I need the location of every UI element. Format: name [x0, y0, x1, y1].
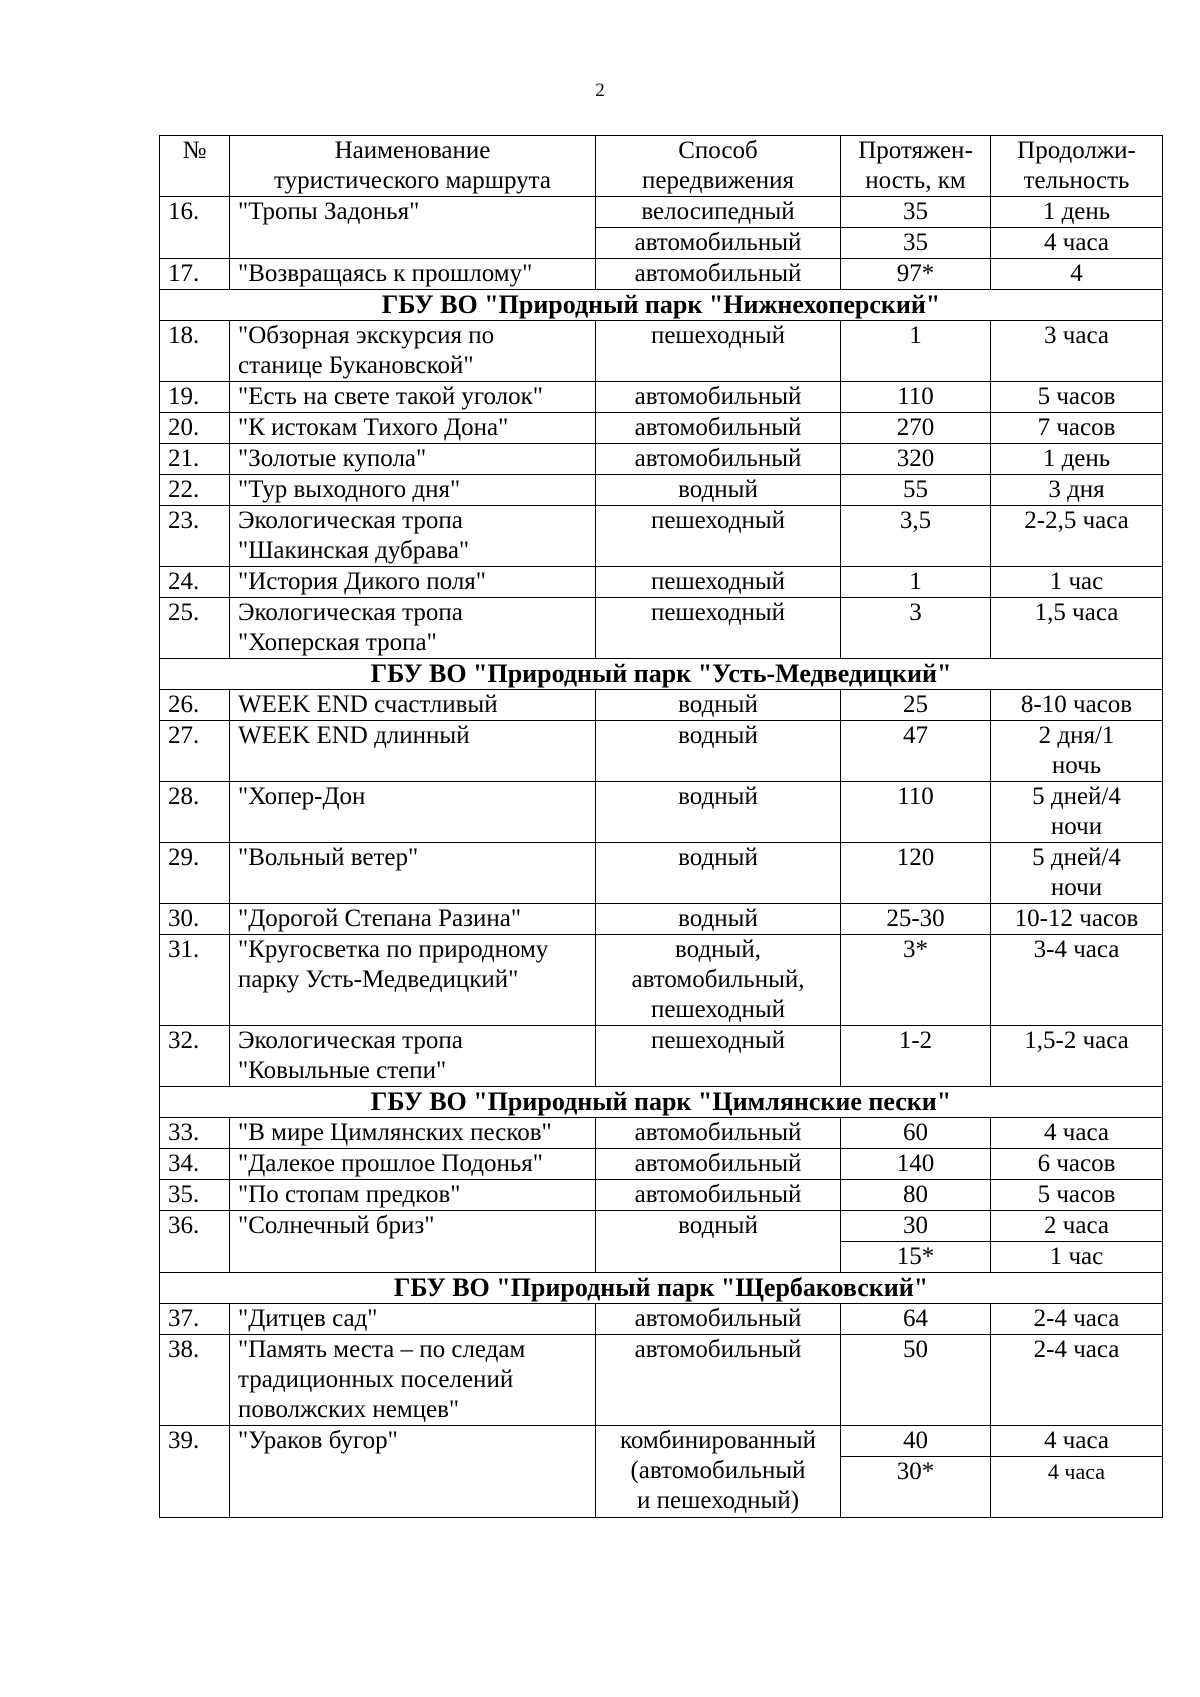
row-number: 21.: [160, 444, 230, 475]
route-method: автомобильный: [596, 444, 841, 475]
route-name: "Дитцев сад": [230, 1304, 596, 1335]
table-row: [160, 904, 1163, 935]
route-length: 1-2: [841, 1026, 991, 1087]
row-number: 16.: [160, 197, 230, 259]
route-name: Экологическая тропа "Ковыльные степи": [230, 1026, 596, 1087]
route-length: 1: [841, 567, 991, 598]
route-method: автомобильный: [596, 413, 841, 444]
route-duration: 1 день: [991, 197, 1163, 228]
route-name: WEEK END счастливый: [230, 690, 596, 721]
table-row: [160, 382, 1163, 413]
route-length: 3*: [841, 935, 991, 1026]
table-row: [160, 567, 1163, 598]
header-method: Способ передвижения: [596, 136, 841, 197]
row-number: 30.: [160, 904, 230, 935]
row-number: 25.: [160, 598, 230, 659]
row-number: 20.: [160, 413, 230, 444]
row-number: 23.: [160, 506, 230, 567]
route-duration: 2-4 часа: [991, 1304, 1163, 1335]
route-length: 30: [841, 1211, 991, 1242]
row-number: 24.: [160, 567, 230, 598]
route-name: "Обзорная экскурсия по станице Букановской": [230, 321, 596, 382]
route-method: пешеходный: [596, 567, 841, 598]
route-method: пешеходный: [596, 598, 841, 659]
table-row: [160, 1304, 1163, 1335]
row-number: 39.: [160, 1426, 230, 1518]
route-method: пешеходный: [596, 506, 841, 567]
route-duration: 4: [991, 259, 1163, 290]
table-row: [160, 1026, 1163, 1087]
table-row: [160, 1211, 1163, 1242]
table-row: [160, 1149, 1163, 1180]
route-name: "Возвращаясь к прошлому": [230, 259, 596, 290]
route-method: автомобильный: [596, 382, 841, 413]
route-length: 40: [841, 1426, 991, 1457]
route-method: автомобильный: [596, 1335, 841, 1426]
header-name: Наименование туристического маршрута: [230, 136, 596, 197]
route-method: автомобильный: [596, 259, 841, 290]
route-method: пешеходный: [596, 321, 841, 382]
table-row: [160, 444, 1163, 475]
table-row: [160, 935, 1163, 1026]
table-row: [160, 1180, 1163, 1211]
route-duration: 1,5-2 часа: [991, 1026, 1163, 1087]
route-method: водный: [596, 904, 841, 935]
route-method: водный: [596, 721, 841, 782]
route-name: "В мире Цимлянских песков": [230, 1118, 596, 1149]
route-length: 140: [841, 1149, 991, 1180]
route-duration: 6 часов: [991, 1149, 1163, 1180]
row-number: 27.: [160, 721, 230, 782]
header-length: Протяжен- ность, км: [841, 136, 991, 197]
route-duration: 10-12 часов: [991, 904, 1163, 935]
route-duration: 5 дней/4 ночи: [991, 782, 1163, 843]
route-name: Экологическая тропа "Шакинская дубрава": [230, 506, 596, 567]
route-name: "Дорогой Степана Разина": [230, 904, 596, 935]
route-name: "Память места – по следам традиционных поселений поволжских немцев": [230, 1335, 596, 1426]
table-row: [160, 843, 1163, 904]
section-row: [160, 1273, 1163, 1304]
route-length: 270: [841, 413, 991, 444]
route-method: пешеходный: [596, 1026, 841, 1087]
route-name: "К истокам Тихого Дона": [230, 413, 596, 444]
route-length: 110: [841, 782, 991, 843]
row-number: 19.: [160, 382, 230, 413]
route-length: 25-30: [841, 904, 991, 935]
row-number: 31.: [160, 935, 230, 1026]
route-duration: 5 часов: [991, 1180, 1163, 1211]
route-length: 110: [841, 382, 991, 413]
row-number: 33.: [160, 1118, 230, 1149]
route-method: водный: [596, 1211, 841, 1273]
table-row: [160, 259, 1163, 290]
section-title: ГБУ ВО "Природный парк "Нижнехоперский": [160, 290, 1163, 321]
row-number: 38.: [160, 1335, 230, 1426]
route-duration: 4 часа: [991, 1457, 1163, 1518]
route-name: "История Дикого поля": [230, 567, 596, 598]
route-method: водный: [596, 843, 841, 904]
route-length: 60: [841, 1118, 991, 1149]
section-row: [160, 659, 1163, 690]
route-length: 1: [841, 321, 991, 382]
row-number: 35.: [160, 1180, 230, 1211]
route-length: 64: [841, 1304, 991, 1335]
section-row: [160, 1087, 1163, 1118]
route-name: Экологическая тропа "Хоперская тропа": [230, 598, 596, 659]
route-duration: 5 дней/4 ночи: [991, 843, 1163, 904]
route-duration: 7 часов: [991, 413, 1163, 444]
route-length: 35: [841, 197, 991, 228]
route-length: 320: [841, 444, 991, 475]
section-title: ГБУ ВО "Природный парк "Щербаковский": [160, 1273, 1163, 1304]
route-duration: 2 дня/1 ночь: [991, 721, 1163, 782]
route-name: "Тур выходного дня": [230, 475, 596, 506]
table-row: [160, 1335, 1163, 1426]
route-method: автомобильный: [596, 228, 841, 259]
route-name: "Хопер-Дон: [230, 782, 596, 843]
route-duration: 5 часов: [991, 382, 1163, 413]
row-number: 29.: [160, 843, 230, 904]
route-duration: 2 часа: [991, 1211, 1163, 1242]
route-method: автомобильный: [596, 1149, 841, 1180]
route-name: "Солнечный бриз": [230, 1211, 596, 1273]
route-duration: 2-4 часа: [991, 1335, 1163, 1426]
route-method: велосипедный: [596, 197, 841, 228]
section-row: [160, 290, 1163, 321]
route-duration: 8-10 часов: [991, 690, 1163, 721]
route-method: водный, автомобильный, пешеходный: [596, 935, 841, 1026]
section-title: ГБУ ВО "Природный парк "Усть-Медведицкий": [160, 659, 1163, 690]
route-length: 50: [841, 1335, 991, 1426]
route-name: "Ураков бугор": [230, 1426, 596, 1518]
row-number: 37.: [160, 1304, 230, 1335]
table-row: [160, 413, 1163, 444]
table-row: [160, 475, 1163, 506]
header-num: №: [160, 136, 230, 197]
table-row: [160, 782, 1163, 843]
route-method: водный: [596, 782, 841, 843]
route-length: 3,5: [841, 506, 991, 567]
route-length: 30*: [841, 1457, 991, 1518]
route-method: автомобильный: [596, 1118, 841, 1149]
table-row: [160, 1426, 1163, 1457]
route-length: 25: [841, 690, 991, 721]
row-number: 18.: [160, 321, 230, 382]
route-length: 35: [841, 228, 991, 259]
route-duration: 4 часа: [991, 228, 1163, 259]
route-length: 15*: [841, 1242, 991, 1273]
route-duration: 1,5 часа: [991, 598, 1163, 659]
table-row: [160, 721, 1163, 782]
route-name: "Далекое прошлое Подонья": [230, 1149, 596, 1180]
route-length: 55: [841, 475, 991, 506]
table-row: [160, 1118, 1163, 1149]
row-number: 17.: [160, 259, 230, 290]
route-method: водный: [596, 475, 841, 506]
route-duration: 1 час: [991, 567, 1163, 598]
route-name: "Золотые купола": [230, 444, 596, 475]
row-number: 36.: [160, 1211, 230, 1273]
route-method: комбинированный (автомобильный и пешеходный): [596, 1426, 841, 1518]
table-row: [160, 690, 1163, 721]
route-duration: 1 час: [991, 1242, 1163, 1273]
route-method: водный: [596, 690, 841, 721]
route-name: "По стопам предков": [230, 1180, 596, 1211]
section-title: ГБУ ВО "Природный парк "Цимлянские пески": [160, 1087, 1163, 1118]
row-number: 28.: [160, 782, 230, 843]
route-length: 120: [841, 843, 991, 904]
row-number: 34.: [160, 1149, 230, 1180]
route-method: автомобильный: [596, 1304, 841, 1335]
page-number: 2: [595, 80, 605, 101]
route-method: автомобильный: [596, 1180, 841, 1211]
route-name: "Вольный ветер": [230, 843, 596, 904]
route-length: 3: [841, 598, 991, 659]
table-row: [160, 321, 1163, 382]
row-number: 32.: [160, 1026, 230, 1087]
route-name: "Есть на свете такой уголок": [230, 382, 596, 413]
table-header-row: [160, 136, 1163, 197]
row-number: 26.: [160, 690, 230, 721]
route-length: 47: [841, 721, 991, 782]
route-length: 80: [841, 1180, 991, 1211]
route-name: "Кругосветка по природному парку Усть-Медведицкий": [230, 935, 596, 1026]
table-row: [160, 598, 1163, 659]
route-name: "Тропы Задонья": [230, 197, 596, 259]
route-duration: 4 часа: [991, 1118, 1163, 1149]
table-row: [160, 506, 1163, 567]
route-duration: 3 часа: [991, 321, 1163, 382]
header-duration: Продолжи- тельность: [991, 136, 1163, 197]
table-row: [160, 197, 1163, 228]
routes-table: [159, 135, 1163, 1518]
route-name: WEEK END длинный: [230, 721, 596, 782]
route-duration: 4 часа: [991, 1426, 1163, 1457]
route-duration: 2-2,5 часа: [991, 506, 1163, 567]
route-duration: 3-4 часа: [991, 935, 1163, 1026]
row-number: 22.: [160, 475, 230, 506]
route-length: 97*: [841, 259, 991, 290]
route-duration: 3 дня: [991, 475, 1163, 506]
route-duration: 1 день: [991, 444, 1163, 475]
